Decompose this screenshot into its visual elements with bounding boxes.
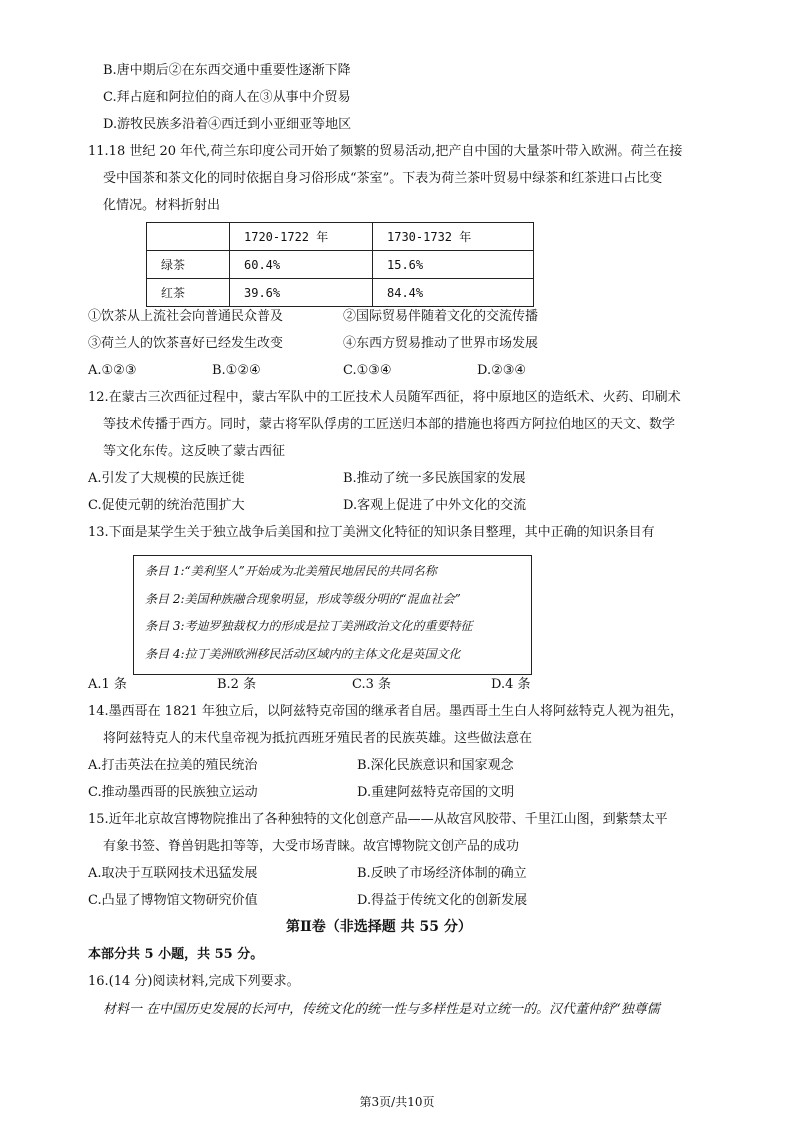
q13-option-b: B.2 条 [217,677,257,692]
table-row [147,223,534,251]
q13-item-4: 条目 4:拉丁美洲欧洲移民活动区域内的主体文化是英国文化 [145,647,461,661]
q15-option-c: C.凸显了博物馆文物研究价值 [88,893,258,908]
q11-item-2: ②国际贸易伴随着文化的交流传播 [343,309,539,324]
q11-stem-line2: 受中国茶和茶文化的同时依据自身习俗形成“茶室”。下表为荷兰茶叶贸易中绿茶和红茶进口占比变 [103,171,663,186]
table-cell: 15.6% [373,251,534,279]
q11-option-c: C.①③④ [343,363,392,378]
table-row [147,279,534,307]
q14-stem-line1: 14.墨西哥在 1821 年独立后，以阿兹特克帝国的继承者自居。墨西哥土生白人将阿兹特克人视为祖先， [88,704,684,719]
q16-material-1: 材料一 在中国历史发展的长河中，传统文化的统一性与多样性是对立统一的。汉代董仲舒“独尊儒 [103,1002,660,1017]
table-cell: 红茶 [147,279,230,307]
q13-option-a: A.1 条 [88,677,127,692]
q14-option-d: D.重建阿兹特克帝国的文明 [357,785,515,800]
q10-option-b: B.唐中期后②在东西交通中重要性逐渐下降 [103,63,351,78]
page-footer: 第3页/共10页 [359,1095,435,1109]
q14-stem-line2: 将阿兹特克人的末代皇帝视为抵抗西班牙殖民者的民族英雄。这些做法意在 [103,731,533,746]
table-cell: 84.4% [373,279,534,307]
q13-item-2: 条目 2:美国种族融合现象明显，形成等级分明的“混血社会” [145,592,461,606]
table-cell: 1730-1732 年 [373,223,534,251]
q15-option-d: D.得益于传统文化的创新发展 [357,893,528,908]
q13-option-c: C.3 条 [352,677,392,692]
q15-option-b: B.反映了市场经济体制的确立 [357,866,527,881]
table-cell: 60.4% [230,251,373,279]
q13-stem: 13.下面是某学生关于独立战争后美国和拉丁美洲文化特征的知识条目整理，其中正确的知识条目有 [88,525,655,540]
tea-import-table [146,222,534,307]
q15-option-a: A.取决于互联网技术迅猛发展 [88,866,258,881]
q11-stem-line1: 11.18 世纪 20 年代,荷兰东印度公司开始了频繁的贸易活动,把产自中国的大量茶叶带入欧洲。荷兰在接 [88,144,683,159]
q16-stem: 16.(14 分)阅读材料,完成下列要求。 [88,974,300,989]
q12-stem-line3: 等文化东传。这反映了蒙古西征 [103,444,286,459]
q12-option-b: B.推动了统一多民族国家的发展 [343,471,526,486]
q14-option-c: C.推动墨西哥的民族独立运动 [88,785,258,800]
q11-option-b: B.①②④ [212,363,261,378]
q13-items-box [133,555,532,675]
q15-stem-line2: 有象书签、脊兽钥匙扣等等，大受市场青睐。故宫博物院文创产品的成功 [103,839,520,854]
q13-item-3: 条目 3:考迪罗独裁权力的形成是拉丁美洲政治文化的重要特征 [145,619,473,633]
table-cell [147,223,230,251]
q13-item-1: 条目 1:“美利坚人”开始成为北美殖民地居民的共同名称 [145,564,437,578]
q12-option-d: D.客观上促进了中外文化的交流 [343,498,527,513]
q12-option-c: C.促使元朝的统治范围扩大 [88,498,245,513]
q12-option-a: A.引发了大规模的民族迁徙 [88,471,245,486]
q13-option-d: D.4 条 [491,677,531,692]
q11-option-a: A.①②③ [88,363,137,378]
section-2-title: 第Ⅱ卷（非选择题 共 55 分） [286,919,472,935]
table-row [147,251,534,279]
q11-option-d: D.②③④ [477,363,527,378]
q15-stem-line1: 15.近年北京故宫博物院推出了各种独特的文化创意产品——从故宫风胶带、千里江山图，到紫禁太平 [88,812,668,827]
q11-stem-line3: 化情况。材料折射出 [103,198,221,213]
table-cell: 39.6% [230,279,373,307]
section-2-note: 本部分共 5 小题，共 55 分。 [88,947,264,962]
table-cell: 绿茶 [147,251,230,279]
q12-stem-line1: 12.在蒙古三次西征过程中，蒙古军队中的工匠技术人员随军西征，将中原地区的造纸术、火药、印刷术 [88,390,681,405]
q11-item-1: ①饮茶从上流社会向普通民众普及 [88,309,284,324]
q10-option-d: D.游牧民族多沿着④西迁到小亚细亚等地区 [103,117,352,132]
q14-option-a: A.打击英法在拉美的殖民统治 [88,758,258,773]
q14-option-b: B.深化民族意识和国家观念 [357,758,514,773]
q11-item-3: ③荷兰人的饮茶喜好已经发生改变 [88,336,284,351]
q10-option-c: C.拜占庭和阿拉伯的商人在③从事中介贸易 [103,90,351,105]
q11-item-4: ④东西方贸易推动了世界市场发展 [343,336,539,351]
table-cell: 1720-1722 年 [230,223,373,251]
q12-stem-line2: 等技术传播于西方。同时，蒙古将军队俘虏的工匠送归本部的措施也将西方阿拉伯地区的天文、数学 [103,417,676,432]
